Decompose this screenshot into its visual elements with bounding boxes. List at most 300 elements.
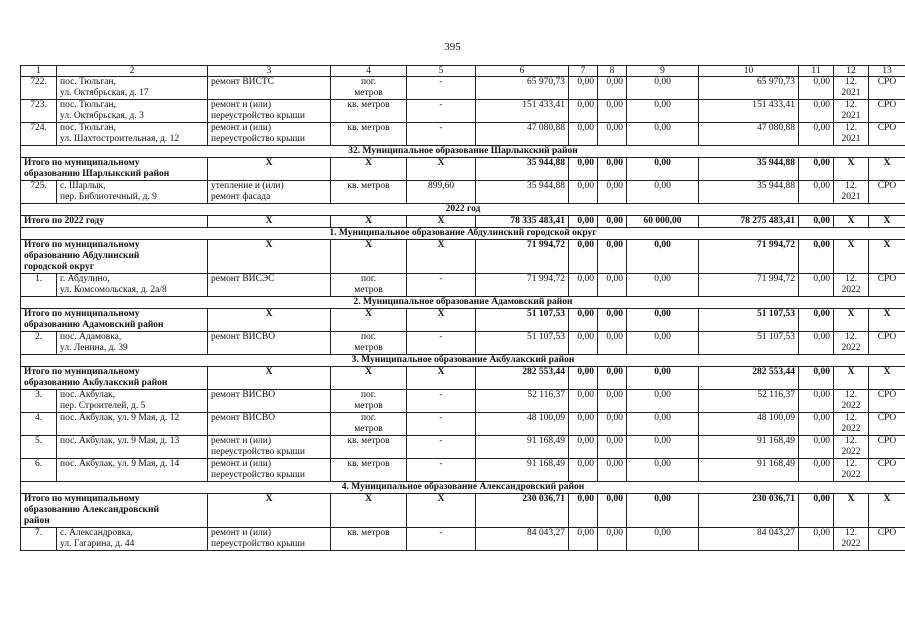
cell-work-type <box>208 274 331 297</box>
cell-period-line: 2021 <box>841 111 861 121</box>
cell-number: 6. <box>21 459 57 482</box>
cell-amount: 47 080,88 <box>699 123 799 146</box>
section-title: 4. Муниципальное образование Александровский район <box>21 482 905 494</box>
cell-work-type-line: переустройство крыши <box>211 111 305 121</box>
cell-amount: 0,00 <box>627 436 699 459</box>
cell-address <box>57 459 208 482</box>
subtotal-label-line: Итого по муниципальному <box>24 367 140 377</box>
cell-unit <box>331 274 407 297</box>
subtotal-row <box>21 158 905 181</box>
cell-total-cost: 47 080,88 <box>476 123 569 146</box>
cell-amount: 71 994,72 <box>699 240 799 274</box>
table-row <box>21 459 905 482</box>
cell-number: 5. <box>21 436 57 459</box>
cell-work-type <box>208 390 331 413</box>
cell-amount: 0,00 <box>627 332 699 355</box>
cell-amount: 0,00 <box>598 436 627 459</box>
cell-number: 724. <box>21 123 57 146</box>
cell-amount: 0,00 <box>799 332 834 355</box>
cell-x: Х <box>407 216 476 228</box>
cell-x: Х <box>407 240 476 274</box>
cell-address-line: пос. Тюльган, <box>60 123 116 133</box>
cell-total-cost: 51 107,53 <box>476 332 569 355</box>
cell-address-line: ул. Октябрьская, д. 3 <box>60 111 144 121</box>
cell-address <box>57 181 208 204</box>
cell-method: СРО <box>869 274 905 297</box>
cell-x: Х <box>331 158 407 181</box>
cell-work-type-line: ремонт фасада <box>211 192 271 202</box>
table-row <box>21 528 905 551</box>
cell-period-line: 2022 <box>841 470 861 480</box>
cell-amount: 0,00 <box>569 240 598 274</box>
cell-amount: 0,00 <box>569 216 598 228</box>
subtotal-label-line: городской округ <box>24 262 95 272</box>
cell-x: Х <box>331 367 407 390</box>
cell-address <box>57 274 208 297</box>
cell-total-cost: 51 107,53 <box>476 309 569 332</box>
cell-total-cost: 35 944,88 <box>476 158 569 181</box>
cell-amount: 0,00 <box>569 528 598 551</box>
cell-number: 1. <box>21 274 57 297</box>
cell-total-cost: 78 335 483,41 <box>476 216 569 228</box>
cell-amount: 78 275 483,41 <box>699 216 799 228</box>
cell-unit-line: метров <box>354 424 383 434</box>
cell-period-line: 12. <box>845 436 857 446</box>
cell-amount: 0,00 <box>569 436 598 459</box>
cell-amount: 35 944,88 <box>699 181 799 204</box>
cell-address <box>57 436 208 459</box>
cell-amount: 0,00 <box>627 413 699 436</box>
cell-address-line: с. Александровка, <box>60 528 133 538</box>
cell-amount: 52 116,37 <box>699 390 799 413</box>
subtotal-label <box>21 367 208 390</box>
cell-period-line: 2022 <box>841 424 861 434</box>
cell-amount: 0,00 <box>598 413 627 436</box>
cell-x: Х <box>834 494 869 528</box>
column-number-row <box>21 66 905 77</box>
subtotal-label-line: Итого по муниципальному <box>24 158 140 168</box>
cell-total-cost: 84 043,27 <box>476 528 569 551</box>
cell-work-type-line: ремонт ВИСВО <box>211 390 276 400</box>
section-title: 2022 год <box>21 204 905 216</box>
cell-period <box>834 77 869 100</box>
cell-total-cost: 35 944,88 <box>476 181 569 204</box>
table-row <box>21 390 905 413</box>
cell-period <box>834 274 869 297</box>
cell-period-line: 12. <box>845 413 857 423</box>
cell-amount: 0,00 <box>799 123 834 146</box>
subtotal-label-line: образованию Александровский <box>24 505 159 515</box>
cell-period-line: 12. <box>845 528 857 538</box>
cell-amount: 0,00 <box>598 216 627 228</box>
cell-quantity: - <box>407 413 476 436</box>
cell-unit-line: пог. <box>360 77 377 87</box>
cell-address <box>57 77 208 100</box>
subtotal-label <box>21 240 208 274</box>
cell-x: Х <box>208 216 331 228</box>
subtotal-row <box>21 216 905 228</box>
cell-amount: 0,00 <box>799 459 834 482</box>
cell-work-type <box>208 123 331 146</box>
cell-address-line: пос. Акбулак, ул. 9 Мая, д. 13 <box>60 436 180 446</box>
section-header-row <box>21 482 905 494</box>
cell-amount: 0,00 <box>569 274 598 297</box>
cell-total-cost: 65 970,73 <box>476 77 569 100</box>
cell-x: Х <box>208 158 331 181</box>
cell-address <box>57 123 208 146</box>
section-title: 3. Муниципальное образование Акбулакский район <box>21 355 905 367</box>
cell-quantity: 899,60 <box>407 181 476 204</box>
cell-amount: 0,00 <box>569 459 598 482</box>
cell-address <box>57 100 208 123</box>
cell-amount: 35 944,88 <box>699 158 799 181</box>
cell-quantity: - <box>407 459 476 482</box>
cell-period-line: 2022 <box>841 539 861 549</box>
cell-amount: 60 000,00 <box>627 216 699 228</box>
cell-amount: 0,00 <box>627 528 699 551</box>
cell-amount: 0,00 <box>799 309 834 332</box>
column-number: 6 <box>476 66 569 77</box>
cell-address-line: ул. Шахтостроительная, д. 12 <box>60 134 180 144</box>
cell-amount: 0,00 <box>799 390 834 413</box>
cell-work-type-line: ремонт ВИСВО <box>211 332 276 342</box>
cell-amount: 0,00 <box>627 100 699 123</box>
section-header-row <box>21 146 905 158</box>
cell-total-cost: 151 433,41 <box>476 100 569 123</box>
cell-amount: 0,00 <box>569 181 598 204</box>
cell-amount: 0,00 <box>627 77 699 100</box>
cell-amount: 0,00 <box>598 158 627 181</box>
cell-unit <box>331 390 407 413</box>
section-header-row <box>21 204 905 216</box>
cell-address-line: пос. Акбулак, <box>60 390 116 400</box>
column-number: 7 <box>569 66 598 77</box>
cell-unit-line: кв. метров <box>347 181 390 191</box>
column-number: 3 <box>208 66 331 77</box>
cell-amount: 91 168,49 <box>699 436 799 459</box>
cell-amount: 0,00 <box>598 459 627 482</box>
cell-period-line: 12. <box>845 123 857 133</box>
cell-unit-line: кв. метров <box>347 100 390 110</box>
cell-amount: 282 553,44 <box>699 367 799 390</box>
column-number: 8 <box>598 66 627 77</box>
table-row <box>21 123 905 146</box>
cell-address-line: пос. Тюльган, <box>60 100 116 110</box>
cell-period-line: 2021 <box>841 88 861 98</box>
cell-address-line: ул. Октябрьская, д. 17 <box>60 88 149 98</box>
cell-method: СРО <box>869 181 905 204</box>
cell-period-line: 12. <box>845 77 857 87</box>
cell-amount: 0,00 <box>598 367 627 390</box>
cell-unit-line: пог. <box>360 390 377 400</box>
column-number: 5 <box>407 66 476 77</box>
column-number: 10 <box>699 66 799 77</box>
cell-x: Х <box>407 158 476 181</box>
cell-number: 723. <box>21 100 57 123</box>
cell-work-type-line: ремонт и (или) <box>211 123 272 133</box>
cell-address-line: пос. Акбулак, ул. 9 Мая, д. 14 <box>60 459 180 469</box>
cell-amount: 0,00 <box>598 181 627 204</box>
cell-number: 722. <box>21 77 57 100</box>
cell-amount: 0,00 <box>569 367 598 390</box>
cell-amount: 0,00 <box>598 274 627 297</box>
cell-amount: 0,00 <box>569 309 598 332</box>
section-title: 32. Муниципальное образование Шарлыкский район <box>21 146 905 158</box>
column-number: 9 <box>627 66 699 77</box>
cell-work-type-line: ремонт и (или) <box>211 436 272 446</box>
cell-amount: 0,00 <box>627 309 699 332</box>
cell-work-type <box>208 413 331 436</box>
cell-amount: 0,00 <box>598 528 627 551</box>
cell-amount: 0,00 <box>598 309 627 332</box>
cell-period-line: 12. <box>845 274 857 284</box>
cell-number: 2. <box>21 332 57 355</box>
cell-unit-line: пог. <box>360 274 377 284</box>
column-number: 11 <box>799 66 834 77</box>
cell-amount: 0,00 <box>799 158 834 181</box>
cell-unit <box>331 436 407 459</box>
cell-work-type <box>208 181 331 204</box>
cell-number: 7. <box>21 528 57 551</box>
cell-x: Х <box>869 158 905 181</box>
cell-period <box>834 181 869 204</box>
subtotal-row <box>21 367 905 390</box>
cell-period <box>834 123 869 146</box>
cell-period <box>834 436 869 459</box>
cell-address <box>57 332 208 355</box>
cell-amount: 0,00 <box>799 181 834 204</box>
cell-period-line: 2022 <box>841 401 861 411</box>
cell-work-type <box>208 77 331 100</box>
cell-amount: 0,00 <box>799 274 834 297</box>
cell-amount: 51 107,53 <box>699 332 799 355</box>
section-title: 2. Муниципальное образование Адамовский район <box>21 297 905 309</box>
cell-unit-line: метров <box>354 88 383 98</box>
cell-x: Х <box>834 216 869 228</box>
table-row <box>21 436 905 459</box>
cell-x: Х <box>208 494 331 528</box>
cell-period-line: 2022 <box>841 343 861 353</box>
cell-amount: 51 107,53 <box>699 309 799 332</box>
section-title: 1. Муниципальное образование Абдулинский городской округ <box>21 228 905 240</box>
cell-quantity: - <box>407 274 476 297</box>
cell-x: Х <box>869 494 905 528</box>
cell-work-type-line: ремонт ВИСТС <box>211 77 275 87</box>
subtotal-label-line: Итого по муниципальному <box>24 494 140 504</box>
cell-amount: 0,00 <box>799 100 834 123</box>
subtotal-label <box>21 216 208 228</box>
cell-x: Х <box>331 240 407 274</box>
column-number: 1 <box>21 66 57 77</box>
cell-x: Х <box>407 494 476 528</box>
subtotal-label-line: Итого по муниципальному <box>24 309 140 319</box>
cell-quantity: - <box>407 100 476 123</box>
subtotal-label <box>21 309 208 332</box>
cell-amount: 0,00 <box>569 413 598 436</box>
cell-period <box>834 332 869 355</box>
cell-address-line: пос. Адамовка, <box>60 332 122 342</box>
cell-amount: 0,00 <box>799 77 834 100</box>
cell-unit-line: метров <box>354 401 383 411</box>
cell-work-type-line: утепление и (или) <box>211 181 284 191</box>
cell-period-line: 12. <box>845 100 857 110</box>
subtotal-label <box>21 158 208 181</box>
page-number: 395 <box>444 41 461 53</box>
table-row <box>21 274 905 297</box>
cell-address-line: пос. Тюльган, <box>60 77 116 87</box>
cell-number: 725. <box>21 181 57 204</box>
cell-x: Х <box>834 158 869 181</box>
cell-x: Х <box>869 216 905 228</box>
cell-total-cost: 52 116,37 <box>476 390 569 413</box>
cell-amount: 0,00 <box>627 367 699 390</box>
cell-address <box>57 528 208 551</box>
subtotal-label <box>21 494 208 528</box>
cell-work-type <box>208 332 331 355</box>
cell-unit-line: пог. <box>360 332 377 342</box>
cell-method: СРО <box>869 123 905 146</box>
cell-amount: 0,00 <box>569 390 598 413</box>
cell-unit <box>331 100 407 123</box>
cell-total-cost: 71 994,72 <box>476 240 569 274</box>
section-header-row <box>21 355 905 367</box>
cell-address-line: пос. Акбулак, ул. 9 Мая, д. 12 <box>60 413 180 423</box>
cell-unit <box>331 181 407 204</box>
cell-x: Х <box>208 367 331 390</box>
subtotal-label-line: Итого по 2022 году <box>24 216 104 226</box>
cell-quantity: - <box>407 390 476 413</box>
cell-number: 3. <box>21 390 57 413</box>
cell-amount: 0,00 <box>598 240 627 274</box>
cell-period <box>834 528 869 551</box>
cell-method: СРО <box>869 100 905 123</box>
cell-amount: 0,00 <box>569 123 598 146</box>
cell-work-type <box>208 459 331 482</box>
table-row <box>21 77 905 100</box>
cell-work-type-line: переустройство крыши <box>211 447 305 457</box>
cell-period <box>834 390 869 413</box>
cell-work-type-line: переустройство крыши <box>211 539 305 549</box>
cell-x: Х <box>331 216 407 228</box>
cell-amount: 0,00 <box>598 123 627 146</box>
cell-number: 4. <box>21 413 57 436</box>
register-table <box>20 65 905 551</box>
cell-unit-line: метров <box>354 285 383 295</box>
cell-method: СРО <box>869 77 905 100</box>
subtotal-row <box>21 240 905 274</box>
subtotal-row <box>21 494 905 528</box>
cell-address-line: г. Абдулино, <box>60 274 110 284</box>
cell-amount: 0,00 <box>627 240 699 274</box>
cell-amount: 0,00 <box>627 181 699 204</box>
cell-work-type-line: ремонт ВИСВО <box>211 413 276 423</box>
cell-address <box>57 390 208 413</box>
cell-period-line: 12. <box>845 332 857 342</box>
cell-period-line: 2022 <box>841 447 861 457</box>
cell-amount: 230 036,71 <box>699 494 799 528</box>
cell-x: Х <box>208 309 331 332</box>
cell-amount: 0,00 <box>627 158 699 181</box>
cell-amount: 0,00 <box>627 274 699 297</box>
cell-amount: 0,00 <box>799 413 834 436</box>
cell-amount: 84 043,27 <box>699 528 799 551</box>
cell-x: Х <box>208 240 331 274</box>
cell-x: Х <box>407 367 476 390</box>
cell-amount: 0,00 <box>598 390 627 413</box>
cell-unit <box>331 413 407 436</box>
cell-amount: 0,00 <box>627 494 699 528</box>
cell-period-line: 2021 <box>841 192 861 202</box>
cell-x: Х <box>834 309 869 332</box>
cell-total-cost: 91 168,49 <box>476 436 569 459</box>
section-header-row <box>21 228 905 240</box>
cell-total-cost: 91 168,49 <box>476 459 569 482</box>
cell-period <box>834 413 869 436</box>
cell-work-type-line: переустройство крыши <box>211 134 305 144</box>
cell-work-type-line: ремонт и (или) <box>211 528 272 538</box>
cell-amount: 0,00 <box>799 494 834 528</box>
cell-unit-line: кв. метров <box>347 123 390 133</box>
cell-address <box>57 413 208 436</box>
cell-unit-line: кв. метров <box>347 459 390 469</box>
cell-x: Х <box>331 309 407 332</box>
cell-method: СРО <box>869 332 905 355</box>
cell-period-line: 12. <box>845 181 857 191</box>
cell-unit <box>331 123 407 146</box>
cell-amount: 0,00 <box>799 436 834 459</box>
cell-amount: 91 168,49 <box>699 459 799 482</box>
cell-quantity: - <box>407 528 476 551</box>
cell-amount: 0,00 <box>598 332 627 355</box>
cell-total-cost: 71 994,72 <box>476 274 569 297</box>
cell-x: Х <box>834 367 869 390</box>
cell-amount: 0,00 <box>799 528 834 551</box>
table-row <box>21 332 905 355</box>
cell-method: СРО <box>869 390 905 413</box>
column-number: 4 <box>331 66 407 77</box>
cell-method: СРО <box>869 459 905 482</box>
cell-period-line: 12. <box>845 390 857 400</box>
cell-work-type-line: переустройство крыши <box>211 470 305 480</box>
cell-x: Х <box>869 367 905 390</box>
cell-period-line: 2022 <box>841 285 861 295</box>
cell-address-line: ул. Комсомольская, д. 2а/8 <box>60 285 167 295</box>
cell-amount: 0,00 <box>598 100 627 123</box>
cell-work-type <box>208 100 331 123</box>
cell-period-line: 12. <box>845 459 857 469</box>
cell-quantity: - <box>407 436 476 459</box>
table-row <box>21 413 905 436</box>
table-row <box>21 100 905 123</box>
subtotal-row <box>21 309 905 332</box>
cell-amount: 0,00 <box>799 367 834 390</box>
cell-amount: 71 994,72 <box>699 274 799 297</box>
column-number: 12 <box>834 66 869 77</box>
cell-amount: 0,00 <box>627 459 699 482</box>
cell-work-type <box>208 436 331 459</box>
cell-method: СРО <box>869 436 905 459</box>
cell-amount: 0,00 <box>569 332 598 355</box>
cell-address-line: пер. Библиотечный, д. 9 <box>60 192 157 202</box>
cell-amount: 151 433,41 <box>699 100 799 123</box>
cell-period <box>834 100 869 123</box>
cell-unit-line: кв. метров <box>347 436 390 446</box>
cell-method: СРО <box>869 413 905 436</box>
cell-unit <box>331 332 407 355</box>
cell-period <box>834 459 869 482</box>
cell-amount: 0,00 <box>627 390 699 413</box>
cell-x: Х <box>834 240 869 274</box>
